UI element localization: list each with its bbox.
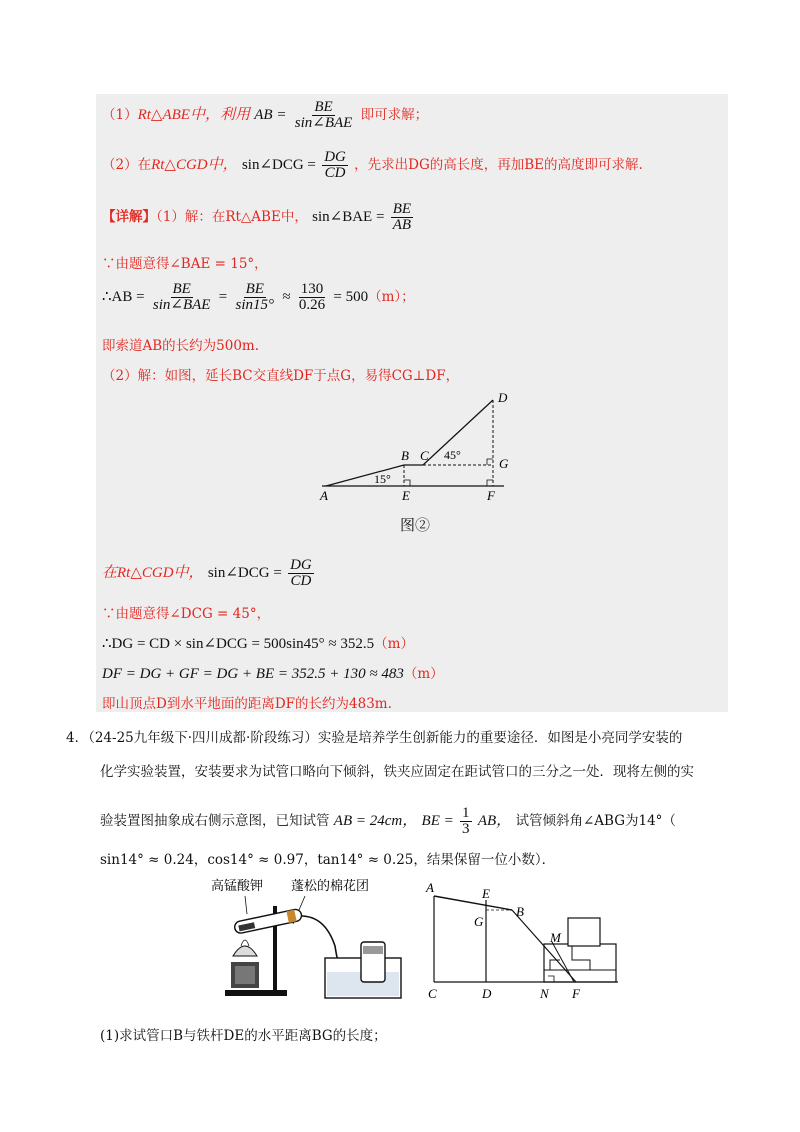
schem-label-g: G bbox=[474, 914, 484, 929]
fig2-label-e: E bbox=[402, 488, 410, 503]
solution-line-11: DF = DG + GF = DG + BE = 352.5 + 130 ≈ 483（m） bbox=[102, 666, 444, 682]
solution-line-7: （2）解：如图，延长BC交直线DF于点G，易得CG⊥DF， bbox=[102, 368, 460, 384]
schem-label-b: B bbox=[516, 904, 524, 919]
fig2-label-c: C bbox=[420, 448, 429, 463]
schem-label-c: C bbox=[428, 986, 437, 1001]
solution-line-8: 在Rt△CGD中， sin∠DCG = $\frac{DG}{CD}$ bbox=[102, 557, 312, 589]
lab-schematic-figure bbox=[420, 876, 620, 1004]
fig2-label-g: G bbox=[499, 456, 509, 471]
figure-2-diagram bbox=[318, 392, 518, 504]
figure-2-caption: 图② bbox=[400, 516, 431, 534]
fig2-angle-15: 15° bbox=[374, 472, 391, 486]
question-4-sub-1: (1)求试管口B与铁杆DE的水平距离BG的长度； bbox=[100, 1028, 387, 1044]
solution-line-4: ∵由题意得∠BAE = 15°， bbox=[102, 256, 268, 272]
label-cotton: 蓬松的棉花团 bbox=[291, 879, 370, 894]
schem-label-a: A bbox=[426, 880, 434, 895]
question-4-line-2: 化学实验装置，安装要求为试管口略向下倾斜，铁夹应固定在距试管口的三分之一处．现将左侧的实 bbox=[100, 764, 694, 780]
fig2-label-d: D bbox=[498, 392, 508, 405]
fig2-label-a: A bbox=[320, 488, 328, 503]
solution-line-12: 即山顶点D到水平地面的距离DF的长约为483m. bbox=[102, 696, 392, 712]
solution-line-2: （2）在Rt△CGD中， sin∠DCG = $\frac{DG}{CD}$ ，先求出DG的高长度，再加BE的高度即可求解. bbox=[102, 149, 643, 181]
schem-label-d: D bbox=[482, 986, 492, 1001]
question-4-line-4: sin14° ≈ 0.24，cos14° ≈ 0.97，tan14° ≈ 0.25，结果保留一位小数）． bbox=[100, 852, 556, 868]
fig2-label-f: F bbox=[487, 488, 495, 503]
solution-line-10: ∴DG = CD × sin∠DCG = 500sin45° ≈ 352.5（m） bbox=[102, 636, 414, 652]
solution-line-9: ∵由题意得∠DCG = 45°， bbox=[102, 606, 271, 622]
solution-line-1: （1）Rt△ABE中，利用 AB = $\frac{BE}{\text{sin∠BAE}}$ 即可求解； bbox=[102, 99, 429, 131]
question-4-line-1: 4．（24-25九年级下·四川成都·阶段练习）实验是培养学生创新能力的重要途径．如图是小亮同学安装的 bbox=[66, 730, 683, 746]
lab-apparatus-figure bbox=[205, 876, 405, 1004]
schem-label-f: F bbox=[572, 986, 580, 1001]
schem-label-n: N bbox=[540, 986, 549, 1001]
schem-label-m: M bbox=[550, 930, 561, 945]
solution-line-5: ∴AB = $\frac{BE}{\text{sin∠BAE}}$ = $\frac{BE}{\sin 15^\circ}$ ≈ $\frac{130}{0.26}$ = 500（m）； bbox=[102, 281, 415, 313]
fig2-angle-45: 45° bbox=[444, 448, 461, 462]
solution-line-6: 即索道AB的长约为500m. bbox=[102, 338, 260, 354]
schem-label-e: E bbox=[482, 886, 490, 901]
label-potassium-permanganate: 高锰酸钾 bbox=[211, 879, 264, 894]
question-4-line-3: 验装置图抽象成右侧示意图，已知试管 AB = 24cm， BE = $\frac{1}{3}$ AB， 试管倾斜角∠ABG为14°（ bbox=[100, 805, 676, 837]
solution-line-3: 【详解】（1）解：在Rt△ABE中， sin∠BAE = $\frac{BE}{AB}$ bbox=[102, 201, 412, 233]
fig2-label-b: B bbox=[401, 448, 409, 463]
